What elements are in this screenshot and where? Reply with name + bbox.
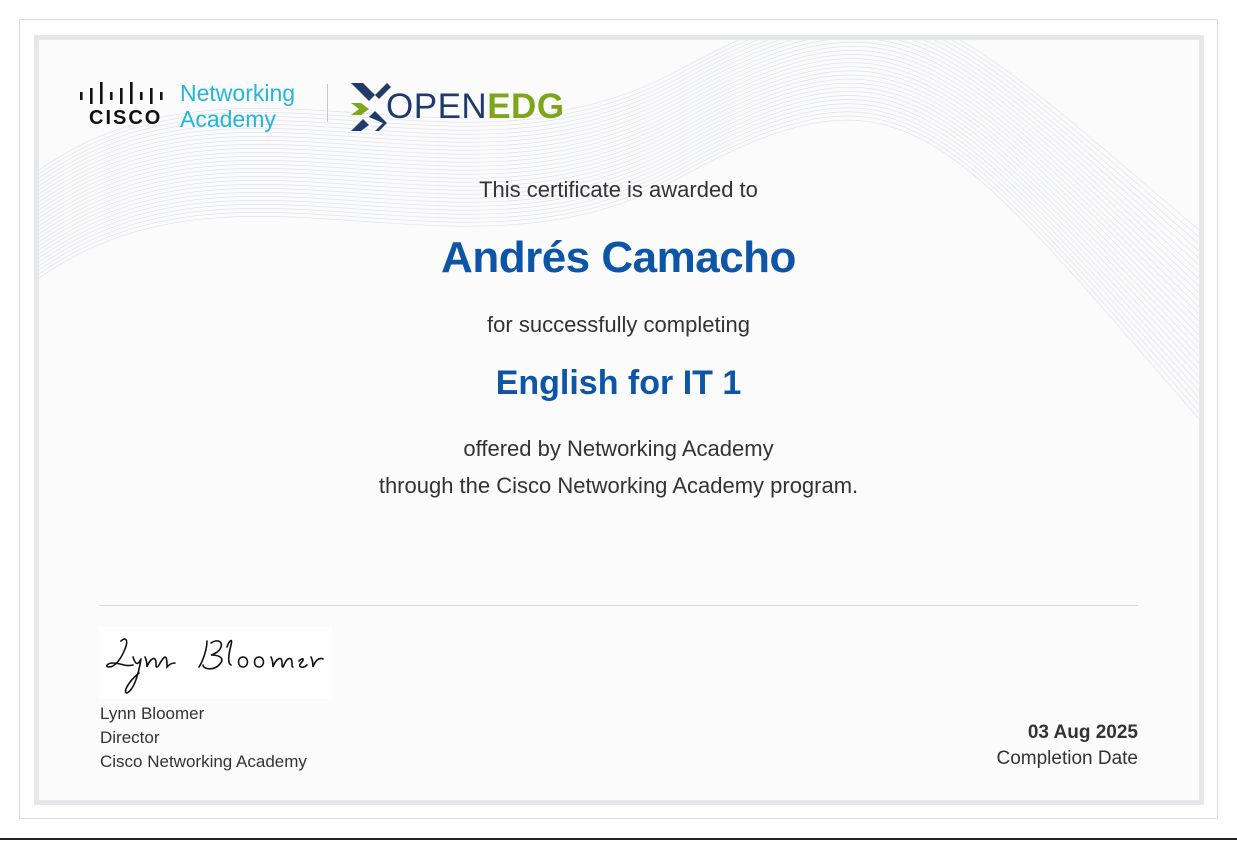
signer-organization: Cisco Networking Academy [100,752,307,771]
logo-divider [327,84,328,122]
wave-line [39,40,1199,251]
networking-academy-logo-text [180,80,295,132]
networking-academy-line1: Networking [180,80,296,106]
signature-image [99,627,332,699]
offered-line-1: offered by Networking Academy [463,436,774,461]
completion-date-block [996,720,1138,772]
signature-separator [99,605,1138,606]
signer-name: Lynn Bloomer [100,704,205,723]
cisco-wordmark: CISCO [89,107,163,129]
completion-date: 03 Aug 2025 [1027,722,1138,743]
wave-line [39,40,1199,265]
openedg-edg-text: EDG [487,87,565,126]
wave-line [39,40,1199,258]
networking-academy-line2: Academy [180,106,276,132]
completion-date-label: Completion Date [996,748,1138,769]
openedg-wordmark [386,87,565,127]
openedg-open-text: OPEN [386,87,488,126]
completing-text: for successfully completing [487,312,750,337]
handwritten-signature-icon [99,627,332,699]
signer-block [100,702,307,774]
signer-title: Director [100,728,160,747]
offered-by-text [0,430,1237,504]
recipient-name: Andrés Camacho [441,233,796,282]
page-bottom-rule [0,838,1237,840]
offered-line-2: through the Cisco Networking Academy program. [378,473,859,498]
awarded-to-text: This certificate is awarded to [479,177,758,202]
course-name: English for IT 1 [495,364,742,402]
